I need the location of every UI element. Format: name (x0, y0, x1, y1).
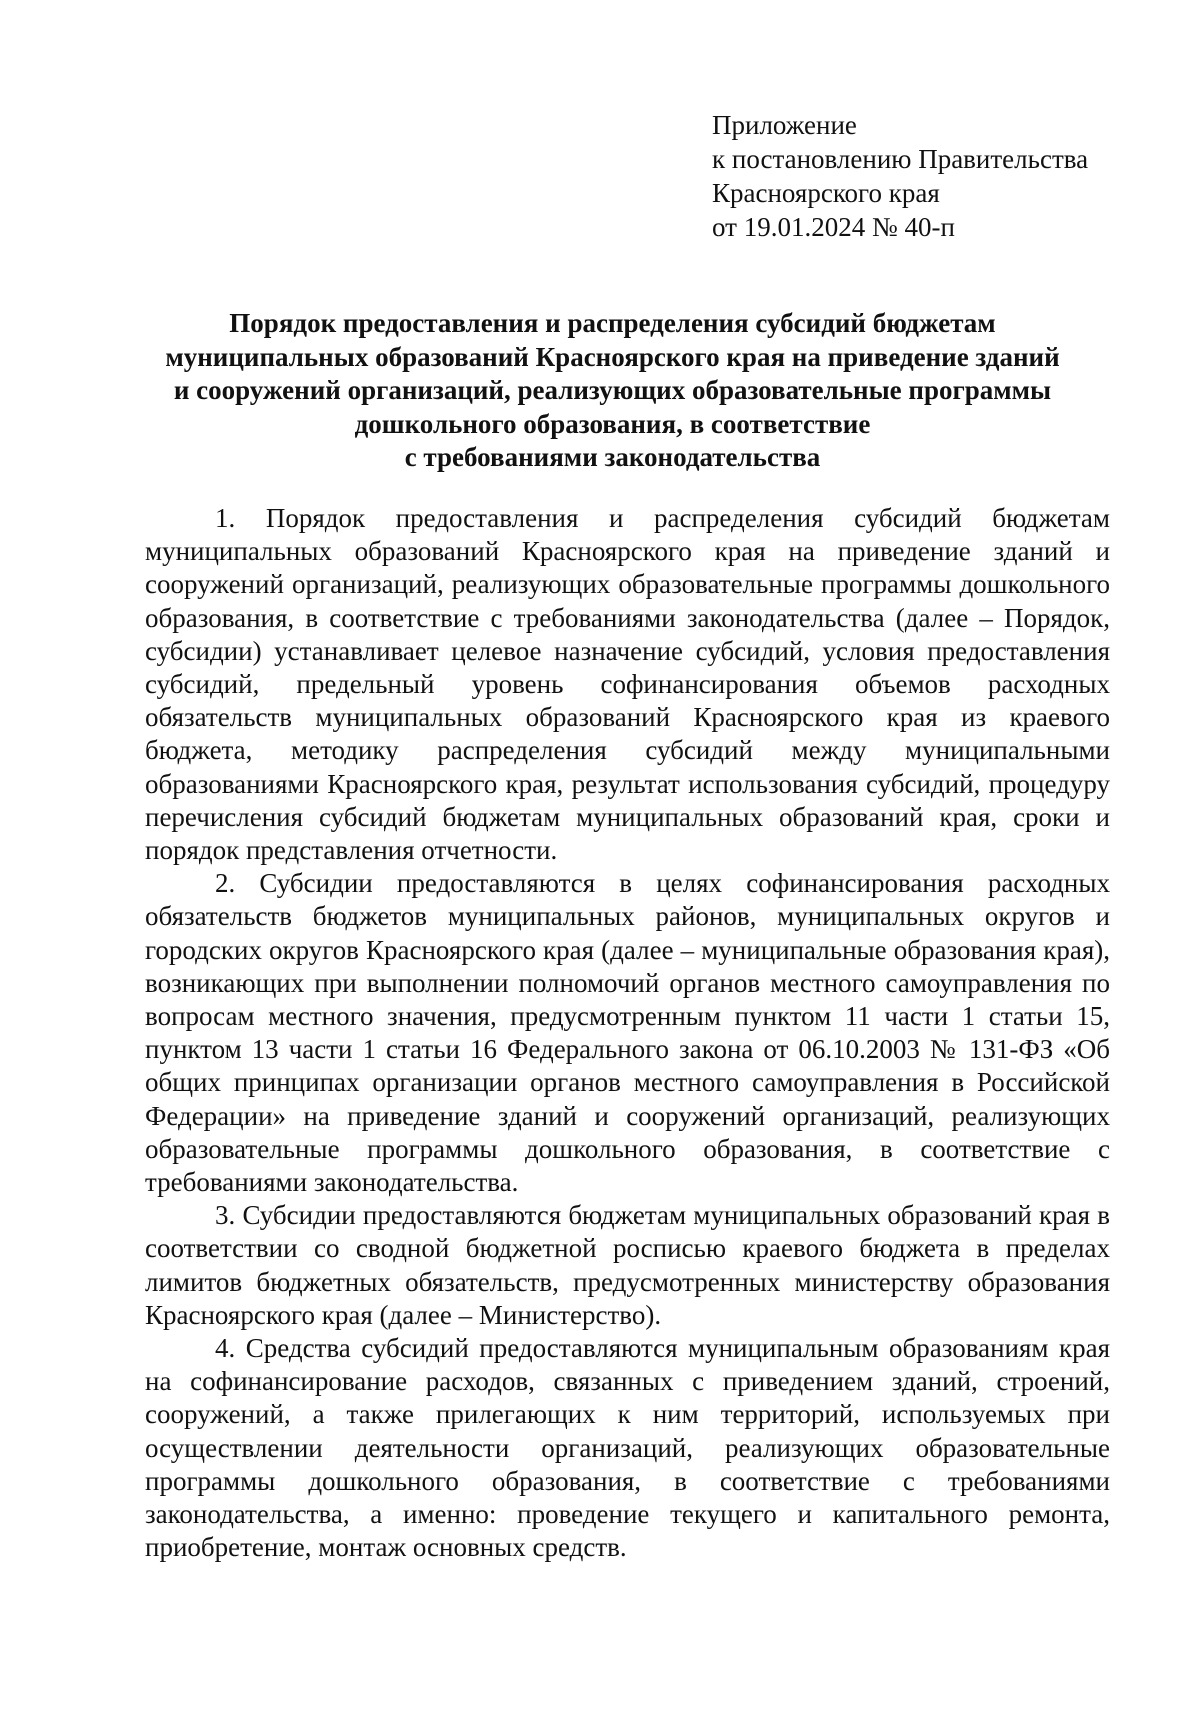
paragraph-1: 1. Порядок предоставления и распределения субсидий бюджетам муниципальных образований Красноярского края на приведение зданий и сооружений организаций, реализующих образовательные программы дошкольного образования, в соответствие с требованиями законодательства (далее – Порядок, субсидии) устанавливает целевое назначение субсидий, условия предоставления субсидий, предельный уровень софинансирования объемов расходных обязательств муниципальных образований Красноярского края из краевого бюджета, методику распределения субсидий между муниципальными образованиями Красноярского края, результат использования субсидий, процедуру перечисления субсидий бюджетам муниципальных образований края, сроки и порядок представления отчетности. (145, 503, 1110, 866)
paragraph-2: 2. Субсидии предоставляются в целях софинансирования расходных обязательств бюджетов муниципальных районов, муниципальных округов и городских округов Красноярского края (далее – муниципальные образования края), возникающих при выполнении полномочий органов местного самоуправления по вопросам местного значения, предусмотренным пунктом 11 части 1 статьи 15, пунктом 13 части 1 статьи 16 Федерального закона от 06.10.2003 № 131-ФЗ «Об общих принципах организации органов местного самоуправления в Российской Федерации» на приведение зданий и сооружений организаций, реализующих образовательные программы дошкольного образования, в соответствие с требованиями законодательства. (145, 868, 1110, 1198)
appendix-region: Красноярского края (712, 178, 940, 208)
document-title (145, 307, 1080, 475)
appendix-date-number: от 19.01.2024 № 40-п (712, 212, 955, 242)
title-line: Порядок предоставления и распределения субсидий бюджетам (229, 308, 996, 338)
document-body (145, 502, 1110, 1565)
appendix-header (712, 108, 1088, 244)
title-line: и сооружений организаций, реализующих образовательные программы (173, 375, 1052, 405)
paragraph-4: 4. Средства субсидий предоставляются муниципальным образованиям края на софинансирование расходов, связанных с приведением зданий, строений, сооружений, а также прилегающих к ним территорий, используемых при осуществлении деятельности организаций, реализующих образовательные программы дошкольного образования, в соответствие с требованиями законодательства, а именно: проведение текущего и капитального ремонта, приобретение, монтаж основных средств. (145, 1333, 1110, 1563)
title-line: дошкольного образования, в соответствие (354, 408, 871, 439)
title-line: муниципальных образований Красноярского края на приведение зданий (165, 341, 1060, 372)
title-line: с требованиями законодательства (404, 442, 821, 472)
appendix-reference: к постановлению Правительства (712, 144, 1089, 174)
appendix-label: Приложение (712, 110, 857, 140)
paragraph-3: 3. Субсидии предоставляются бюджетам муниципальных образований края в соответствии со сводной бюджетной росписью краевого бюджета в пределах лимитов бюджетных обязательств, предусмотренных министерству образования Красноярского края (далее – Министерство). (145, 1200, 1110, 1330)
